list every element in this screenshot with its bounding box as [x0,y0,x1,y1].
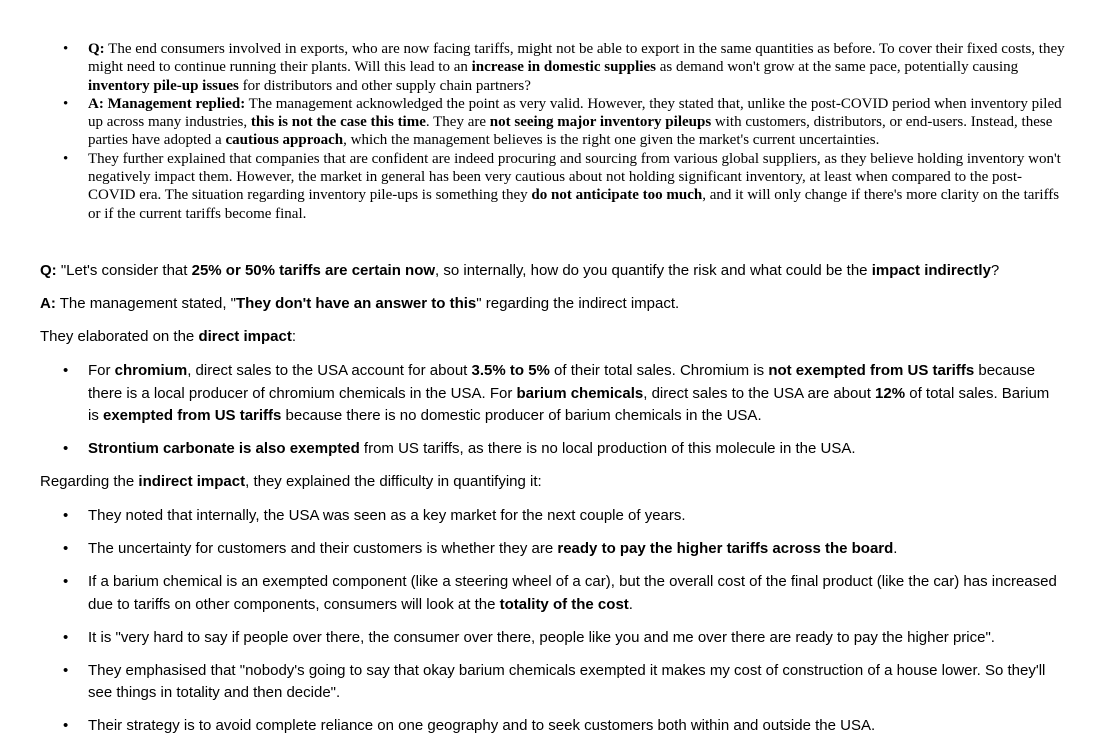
bold-text: exempted from US tariffs [103,407,282,424]
bullet-text [88,540,897,557]
bold-text: do not anticipate too much [531,187,703,204]
text-run: " regarding the indirect impact. [476,295,680,312]
text-run: : [291,328,296,345]
text-run: . [893,540,898,557]
text-run: They further explained that companies that are confident are indeed procuring and sourcing from various global suppliers, as they believe holding inventory won't negatively impact them. However, the market in general has been very cautious about not holding significant inventory, at least when compared to the post-COVID era. The situation regarding inventory pile-ups is something they [88,150,1061,204]
text-run: The management acknowledged the point as very valid. However, they stated that, unlike the post-COVID period when inventory piled up across many industries, [88,95,1062,131]
indirect-impact-intro [40,472,542,492]
text-run: for distributors and other supply chain partners? [238,77,531,94]
bullet-text [88,573,1057,613]
bullet-text [88,507,686,524]
bold-text: Q: [40,262,57,279]
text-run: , and it will only change if there's more clarity on the tariffs or if the current tariffs become final. [88,187,1060,222]
list-item [60,438,1060,461]
bold-text: not exempted from US tariffs [768,362,975,379]
text-run: , so internally, how do you quantify the risk and what could be the [435,262,872,279]
bold-text: indirect impact [138,473,246,490]
question-line [40,261,999,281]
list-item [60,660,1060,705]
direct-impact-list [60,360,1060,461]
bold-text: this is not the case this time [250,114,426,131]
bullet-text [88,96,1062,149]
direct-impact-intro [40,327,296,347]
question-text [40,262,999,279]
bold-text: increase in domestic supplies [471,59,656,76]
bullet-text [88,440,856,457]
list-item [60,505,1060,528]
text-run: They noted that internally, the USA was seen as a key market for the next couple of years. [88,507,686,524]
text-run: If a barium chemical is an exempted component (like a steering wheel of a car), but the overall cost of the final product (like the car) has increased due to tariffs on other components, consumers will look at the [88,573,1057,613]
bold-text: cautious approach [225,132,344,149]
list-item [60,627,1060,650]
list-item [60,360,1060,428]
text-run: , they explained the difficulty in quantifying it: [245,473,542,490]
text-run: of total sales. Barium is [88,384,1050,424]
text-run: , direct sales to the USA are about [643,384,876,402]
bullet-text [88,41,1065,94]
text-run: They emphasised that "nobody's going to say that okay barium chemicals exempted it makes my cost of construction of a house lower. So they'll see things in totality and then decide". [88,661,1046,701]
bold-text: totality of the cost [499,595,629,613]
list-item [60,95,1065,150]
list-item [60,571,1060,616]
text-run: of their total sales. Chromium is [549,362,769,379]
list-item [60,150,1065,223]
bold-text: Strontium carbonate is also exempted [88,440,360,457]
bold-text: inventory pile-up issues [88,77,239,94]
bullet-text [88,629,995,646]
bullet-text [88,151,1061,222]
text-run: because there is a local producer of chromium chemicals in the USA. For [88,362,1036,402]
text-run: The end consumers involved in exports, who are now facing tariffs, might not be able to export in the same quantities as before. To cover their fixed costs, they might need to continue running their plants. Will this lead to an [88,41,1065,76]
bullet-text [88,662,1045,702]
bold-text: ready to pay the higher tariffs across the board [557,540,894,557]
list-item [60,40,1065,95]
bold-text: impact indirectly [871,262,991,279]
bold-text: Q: [88,41,105,57]
text-run: It is "very hard to say if people over there, the consumer over there, people like you and me over there are ready to pay the higher price". [88,628,995,646]
text-run: "Let's consider that [56,262,192,279]
bold-text: not seeing major inventory pileups [489,114,712,131]
text-run: Their strategy is to avoid complete reliance on one geography and to seek customers both within and outside the USA. [88,717,876,734]
text-run: because there is no domestic producer of barium chemicals in the USA. [281,407,762,424]
answer-text [40,295,679,312]
bullet-text [88,717,875,734]
bold-text: A: Management replied: [88,95,246,112]
text-run: , direct sales to the USA account for about [187,362,472,379]
top-bullet-list [60,40,1065,223]
answer-line [40,294,679,314]
text-run: . [628,595,633,613]
bold-text: They don't have an answer to this [235,295,477,312]
bullet-text [88,362,1049,424]
text-run: The management stated, " [55,295,236,312]
intro-text [40,473,542,490]
text-run: . They are [425,114,490,131]
text-run: Regarding the [40,473,139,490]
text-run: They elaborated on the [40,328,199,345]
text-run: from US tariffs, as there is no local production of this molecule in the USA. [359,440,856,457]
bold-text: barium chemicals [516,384,644,402]
indirect-impact-list [60,505,1060,738]
text-run: , which the management believes is the right one given the market's current uncertainties. [343,132,880,149]
text-run: The uncertainty for customers and their customers is whether they are [88,540,558,557]
list-item [60,715,1060,738]
list-item [60,538,1060,561]
intro-text [40,328,296,345]
bold-text: 3.5% to 5% [471,362,550,379]
bold-text: A: [40,295,56,312]
text-run: For [88,362,115,379]
text-run: as demand won't grow at the same pace, potentially causing [655,59,1019,76]
bold-text: 25% or 50% tariffs are certain now [191,262,436,279]
bold-text: direct impact [198,328,292,345]
text-run: with customers, distributors, or end-users. Instead, these parties have adopted a [88,114,1053,149]
text-run: ? [990,262,1000,279]
bold-text: 12% [875,384,906,402]
bold-text: chromium [114,362,188,379]
